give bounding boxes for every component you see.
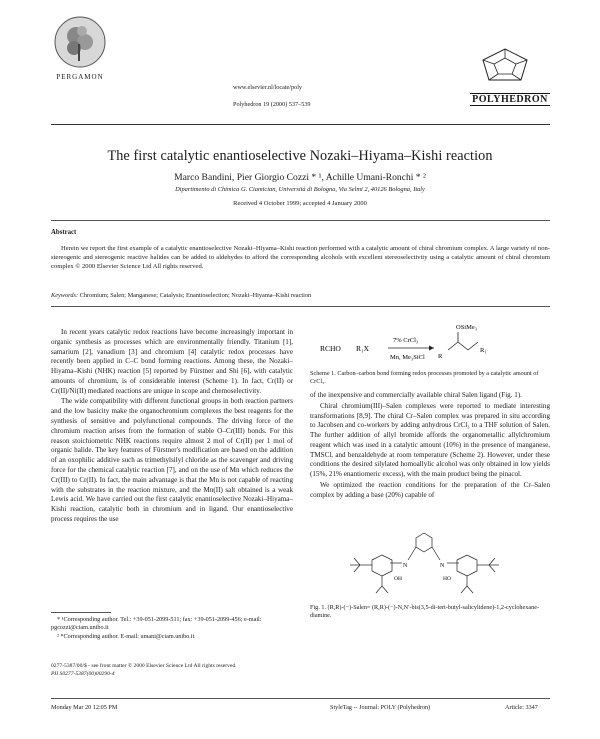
scheme-1-caption: Scheme 1. Carbon–carbon bond forming redox processes promoted by a catalytic amount of CrCl₃. [310, 370, 539, 386]
abstract-rule-top [51, 220, 550, 221]
abstract-rule-bottom [51, 306, 550, 307]
article-title: The first catalytic enantioselective Nozaki–Hiyama–Kishi reaction [107, 148, 493, 164]
cyclohexane-ring [416, 533, 432, 552]
abstract-label: Abstract [51, 229, 77, 236]
copyright-block [51, 663, 351, 678]
figure-1-caption: Fig. 1. (R,R)-(−)-Salen= (R,R)-(−)-N,N′-bis(3,5-di-tert-butyl-salicylidene)-1,2-cyclohexane-diamine. [310, 604, 540, 620]
footer-rule [51, 698, 550, 699]
copyright-line: 0277-5387/00/$ - see front matter © 2000 Elsevier Science Ltd All rights reserved. [51, 663, 237, 669]
footer-right: Article: 3347 [505, 704, 538, 711]
right-column-body [310, 391, 550, 502]
article-authors: Marco Bandini, Pier Giorgio Cozzi * ¹, Achille Umani-Ronchi * ² [174, 172, 426, 183]
footer-center: StyleTag -- Journal: POLY (Polyhedron) [330, 704, 431, 711]
scheme-1 [310, 318, 550, 366]
scheme-product-r: R [438, 353, 443, 360]
tree-logo-icon [52, 14, 108, 70]
footer-left: Monday Mar 20 12:05 PM [51, 704, 118, 711]
footnote-rule [51, 612, 111, 613]
keywords-list: Chromium; Salen; Manganese; Catalysis; Enantioselection; Nozaki–Hiyama–Kishi reaction [79, 292, 312, 299]
keywords [51, 292, 550, 299]
figure-1 [320, 530, 540, 598]
publisher-name: PERGAMON [56, 73, 104, 81]
atom-n2: N [440, 563, 445, 569]
journal-logo-text: POLYHEDRON [470, 93, 550, 106]
journal-url[interactable]: www.elsevier.nl/locate/poly [233, 84, 303, 91]
abstract-text: Herein we report the first example of a catalytic enantioselective Nozaki–Hiyama–Kishi reaction performed with a catalytic amount of chiral chromium complex. A large variety of non-stereogenic and stereogenic reactive halides can be added to aldehydes to afford the corresponding alcohols with excellent stereoselectivity using a catalytic amount of chiral chromium complex © 2000 Elsevier Science Ltd All rights reserved. [51, 245, 550, 271]
keywords-label: Keywords: [51, 292, 79, 299]
footnote: * ¹Corresponding author. Tel.: +39-051-2099-511; fax: +39-051-2099-456; e-mail: pgcozzi@ciam.unibo.it [51, 616, 262, 632]
paragraph: We optimized the reaction conditions for the preparation of the Cr–Salen complex by adding a base (20%) capable of [310, 481, 550, 499]
journal-logo [470, 46, 550, 110]
article-affiliation: Dipartimento di Chimica G. Ciamician, Università di Bologna, Via Selmi 2, 40126 Bologna, Italy [175, 186, 425, 193]
scheme-reagent-bottom: Mn, Me₃SiCl [390, 354, 425, 361]
received-dates: Received 4 October 1999; accepted 4 January 2000 [233, 200, 367, 207]
left-column-body [51, 328, 293, 526]
pii-line: PII S0277-5387(00)00290-4 [51, 670, 115, 677]
paragraph: In recent years catalytic redox reactions have become increasingly important in organic synthesis as processes which are environmentally friendly. Titanium [1], samarium [2], vanadium [3] and chromium [4] catalytic redox processes have recently been applied in C–C bond forming reactions. Among these, the Nozaki–Hiyama–Kishi (NHK) reaction [5] reported by Fürstner and Shi [6], with catalytic amounts of chromium, is of considerable interest (Scheme 1). In fact, Cr(II) or Cr(II)/Ni(II) mediated reactions are unique in scope and chemoselectivity. [51, 328, 293, 395]
header-rule [51, 124, 550, 125]
scheme-product-group: OSiMe₃ [456, 324, 478, 331]
right-aryl-ring [457, 555, 477, 576]
footnotes [51, 616, 293, 641]
scheme-reactant-aldehyde: RCHO [320, 344, 341, 353]
atom-n1: N [403, 563, 408, 569]
paragraph: of the inexpensive and commercially available chiral Salen ligand (Fig. 1). [310, 391, 522, 399]
scheme-reagent-top: 7% CrCl₃ [393, 337, 419, 344]
scheme-product-r1: R₁ [480, 347, 487, 354]
journal-citation: Polyhedron 19 (2000) 537–539 [233, 101, 311, 108]
polyhedron-icon [475, 46, 535, 86]
publisher-logo [52, 14, 108, 81]
atom-ho2: HO [443, 576, 451, 582]
paragraph: The wide compatibility with different functional groups in both reaction partners and the low basicity make the organochromium complexes the best reagents for the synthesis of sensitive and polyfunctional compounds. The driving force of the chromium reaction arises from the formation of stable O–Cr(III) bonds. For this reason stoichiometric NHK reactions require almost 2 mol of Cr(II) per 1 mol of organic halide. The key features of Fürstner's modification are based on the addition of an oxophilic additive such as trimethylsilyl chloride as the scavenger and driving force for the chemical catalytic reaction [7], and on the use of Mn which reduces the Cr(III) to Cr(II). In fact, the main advantage is that the Mn is not capable of reacting with the substrates in the reaction mixture, and the Mn(II) salt obtained is a weak Lewis acid. We have carried out the first catalytic enantioselective Nozaki–Hiyama–Kishi reaction, catalytic both in chromium and in ligand. Our enantioselective process requires the use [51, 397, 293, 523]
paragraph: Chiral chromium(III)–Salen complexes were reported to mediate interesting transformations [8,9]. The chiral Cr–Salen complex was prepared in situ according to Jacobsen and co-workers by adding anhydrous CrCl₃ to a THF solution of Salen. The further addition of allyl bromide affords the organometallic allylchromium reagent which was used in a catalytic amount (10%) in the presence of manganese, TMSCl, and benzaldehyde at room temperature (Scheme 2). However, under these conditions the desired silylated homoallylic alcohol was only obtained in low yields (15%, 21% enantiomeric excess), with the main product being the pinacol. [310, 401, 550, 479]
scheme-reactant-halide: R₁X [356, 344, 370, 353]
atom-oh1: OH [394, 576, 402, 582]
footnote: ² *Corresponding author. E-mail: umani@ciam.unibo.it [57, 632, 195, 640]
left-aryl-ring [372, 555, 392, 576]
arrow-head-icon [429, 346, 434, 351]
